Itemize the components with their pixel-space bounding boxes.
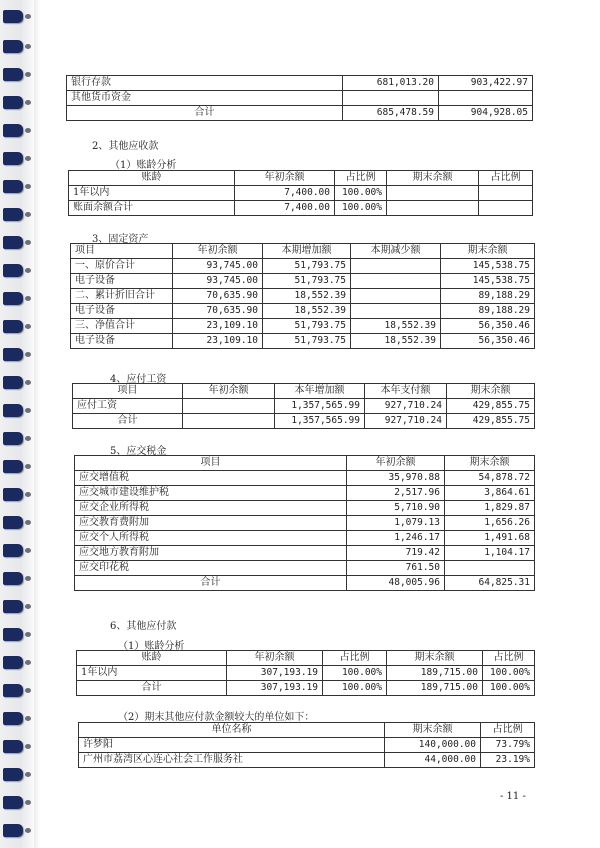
table-cell bbox=[479, 201, 533, 216]
table-cell: 100.00% bbox=[483, 681, 535, 696]
table-cell: 307,193.19 bbox=[227, 666, 323, 681]
table-cell bbox=[183, 399, 275, 414]
table-header-row bbox=[73, 384, 535, 399]
section-title: 6、其他应付款 bbox=[110, 621, 177, 632]
table-cell: 账面余额合计 bbox=[69, 201, 235, 216]
page-number: - 11 - bbox=[500, 791, 526, 802]
table-cell: 100.00% bbox=[323, 666, 387, 681]
table-cell: 93,745.00 bbox=[173, 274, 263, 289]
table-row bbox=[67, 91, 533, 106]
table-cell: 1,656.26 bbox=[445, 516, 535, 531]
column-header: 期末余额 bbox=[445, 456, 535, 471]
table-row bbox=[75, 486, 535, 501]
column-header: 占比例 bbox=[479, 171, 533, 186]
table-cell: 一、原价合计 bbox=[71, 259, 173, 274]
table-cell: 145,538.75 bbox=[441, 259, 535, 274]
table-cell: 应交增值税 bbox=[75, 471, 347, 486]
column-header: 单位名称 bbox=[79, 723, 385, 738]
table-row bbox=[75, 471, 535, 486]
subsection-title: （1）账龄分析 bbox=[118, 641, 185, 652]
table-row bbox=[73, 399, 535, 414]
column-header: 年初余额 bbox=[183, 384, 275, 399]
table-cell: 927,710.24 bbox=[365, 399, 447, 414]
table-cell: 合计 bbox=[73, 414, 183, 429]
section-title: 5、应交税金 bbox=[110, 446, 167, 457]
table-cell bbox=[351, 274, 441, 289]
column-header: 期末余额 bbox=[385, 723, 481, 738]
column-header: 年初余额 bbox=[227, 651, 323, 666]
table-cell: 7,400.00 bbox=[235, 201, 335, 216]
table-row bbox=[71, 334, 535, 349]
table-cell: 3,864.61 bbox=[445, 486, 535, 501]
begin-value bbox=[343, 91, 439, 106]
binder-ring bbox=[3, 292, 23, 305]
column-header: 占比例 bbox=[481, 723, 535, 738]
binder-ring bbox=[3, 152, 23, 165]
table-cell: 51,793.75 bbox=[263, 274, 351, 289]
table-cell: 93,745.00 bbox=[173, 259, 263, 274]
binder-ring bbox=[3, 740, 23, 753]
binder-ring bbox=[3, 516, 23, 529]
table-cell: 70,635.90 bbox=[173, 304, 263, 319]
table-cell: 三、净值合计 bbox=[71, 319, 173, 334]
table-row bbox=[71, 319, 535, 334]
column-header: 项目 bbox=[71, 244, 173, 259]
receivables-aging-table bbox=[68, 170, 533, 216]
subsection-title: （1）账龄分析 bbox=[110, 160, 177, 171]
table-row bbox=[67, 106, 533, 121]
table-cell: 1,246.17 bbox=[347, 531, 445, 546]
table-cell: 761.50 bbox=[347, 561, 445, 576]
table-cell: 1,491.68 bbox=[445, 531, 535, 546]
table-cell: 73.79% bbox=[481, 738, 535, 753]
table-cell bbox=[387, 201, 479, 216]
table-cell: 70,635.90 bbox=[173, 289, 263, 304]
table-cell: 64,825.31 bbox=[445, 576, 535, 591]
table-cell: 广州市荔湾区心连心社会工作服务社 bbox=[79, 753, 385, 768]
column-header: 项目 bbox=[73, 384, 183, 399]
column-header: 账龄 bbox=[69, 171, 235, 186]
binder-ring bbox=[3, 124, 23, 137]
table-header-row bbox=[71, 244, 535, 259]
binder-ring bbox=[3, 768, 23, 781]
table-cell: 合计 bbox=[77, 681, 227, 696]
table-cell: 电子设备 bbox=[71, 304, 173, 319]
column-header: 期末余额 bbox=[447, 384, 535, 399]
end-value bbox=[439, 91, 533, 106]
table-cell: 应交个人所得税 bbox=[75, 531, 347, 546]
table-cell bbox=[479, 186, 533, 201]
table-cell: 100.00% bbox=[335, 201, 387, 216]
table-cell: 429,855.75 bbox=[447, 414, 535, 429]
binder-ring bbox=[3, 572, 23, 585]
table-cell: 54,878.72 bbox=[445, 471, 535, 486]
column-header: 年初余额 bbox=[235, 171, 335, 186]
table-row bbox=[73, 414, 535, 429]
table-cell: 1,829.87 bbox=[445, 501, 535, 516]
taxes-payable-table bbox=[74, 455, 535, 591]
table-row bbox=[79, 753, 535, 768]
subsection-title: （2）期末其他应付款金额较大的单位如下： bbox=[118, 712, 315, 723]
table-row bbox=[67, 76, 533, 91]
binder-ring bbox=[3, 208, 23, 221]
table-row bbox=[75, 531, 535, 546]
table-row bbox=[75, 501, 535, 516]
table-cell: 44,000.00 bbox=[385, 753, 481, 768]
table-cell: 189,715.00 bbox=[387, 681, 483, 696]
table-cell: 应交教育费附加 bbox=[75, 516, 347, 531]
column-header: 占比例 bbox=[323, 651, 387, 666]
table-cell: 189,715.00 bbox=[387, 666, 483, 681]
table-cell: 89,188.29 bbox=[441, 289, 535, 304]
section-title: 3、固定资产 bbox=[92, 234, 149, 245]
binding-shadow bbox=[34, 0, 40, 848]
table-cell: 2,517.96 bbox=[347, 486, 445, 501]
table-cell: 51,793.75 bbox=[263, 259, 351, 274]
row-label: 银行存款 bbox=[67, 76, 343, 91]
table-cell: 应交城市建设维护税 bbox=[75, 486, 347, 501]
table-cell: 应交印花税 bbox=[75, 561, 347, 576]
begin-value: 685,478.59 bbox=[343, 106, 439, 121]
binder-ring bbox=[3, 40, 23, 53]
table-cell bbox=[351, 289, 441, 304]
column-header: 期末余额 bbox=[387, 651, 483, 666]
table-cell: 927,710.24 bbox=[365, 414, 447, 429]
column-header: 本期增加额 bbox=[263, 244, 351, 259]
binder-ring bbox=[3, 404, 23, 417]
table-row bbox=[75, 561, 535, 576]
table-row bbox=[75, 516, 535, 531]
table-header-row bbox=[77, 651, 535, 666]
table-cell: 429,855.75 bbox=[447, 399, 535, 414]
column-header: 账龄 bbox=[77, 651, 227, 666]
cash-table bbox=[66, 75, 533, 121]
table-row bbox=[71, 304, 535, 319]
table-row bbox=[77, 681, 535, 696]
table-cell: 23,109.10 bbox=[173, 319, 263, 334]
table-cell: 140,000.00 bbox=[385, 738, 481, 753]
table-cell: 100.00% bbox=[335, 186, 387, 201]
column-header: 本期减少额 bbox=[351, 244, 441, 259]
fixed-assets-table bbox=[70, 243, 535, 349]
row-label: 合计 bbox=[67, 106, 343, 121]
binder-ring bbox=[3, 96, 23, 109]
table-header-row bbox=[75, 456, 535, 471]
table-cell: 合计 bbox=[75, 576, 347, 591]
table-cell: 18,552.39 bbox=[263, 289, 351, 304]
payables-aging-table bbox=[76, 650, 535, 696]
table-cell: 电子设备 bbox=[71, 274, 173, 289]
table-cell: 89,188.29 bbox=[441, 304, 535, 319]
table-row bbox=[75, 576, 535, 591]
section-title: 4、应付工资 bbox=[110, 374, 167, 385]
table-cell: 51,793.75 bbox=[263, 334, 351, 349]
column-header: 本年支付额 bbox=[365, 384, 447, 399]
binder-ring bbox=[3, 180, 23, 193]
binder-ring bbox=[3, 544, 23, 557]
table-cell: 二、累计折旧合计 bbox=[71, 289, 173, 304]
column-header: 本年增加额 bbox=[275, 384, 365, 399]
section-title: 2、其他应收款 bbox=[92, 141, 159, 152]
table-cell: 145,538.75 bbox=[441, 274, 535, 289]
table-cell: 18,552.39 bbox=[351, 334, 441, 349]
row-label: 其他货币资金 bbox=[67, 91, 343, 106]
table-cell: 1,357,565.99 bbox=[275, 399, 365, 414]
table-cell: 719.42 bbox=[347, 546, 445, 561]
table-cell: 许梦阳 bbox=[79, 738, 385, 753]
binder-ring bbox=[3, 656, 23, 669]
table-cell bbox=[183, 414, 275, 429]
column-header: 期末余额 bbox=[387, 171, 479, 186]
binder-ring bbox=[3, 264, 23, 277]
table-header-row bbox=[79, 723, 535, 738]
table-cell: 23,109.10 bbox=[173, 334, 263, 349]
table-header-row bbox=[69, 171, 533, 186]
table-cell: 1,104.17 bbox=[445, 546, 535, 561]
binder-ring bbox=[3, 68, 23, 81]
table-cell bbox=[351, 304, 441, 319]
table-row bbox=[69, 201, 533, 216]
binder-ring bbox=[3, 628, 23, 641]
table-cell: 307,193.19 bbox=[227, 681, 323, 696]
table-row bbox=[79, 738, 535, 753]
table-row bbox=[77, 666, 535, 681]
table-cell: 48,005.96 bbox=[347, 576, 445, 591]
binder-ring bbox=[3, 348, 23, 361]
table-cell: 应交地方教育附加 bbox=[75, 546, 347, 561]
binder-ring bbox=[3, 320, 23, 333]
column-header: 期末余额 bbox=[441, 244, 535, 259]
binder-spine bbox=[0, 0, 34, 848]
end-value: 903,422.97 bbox=[439, 76, 533, 91]
column-header: 年初余额 bbox=[173, 244, 263, 259]
binder-ring bbox=[3, 376, 23, 389]
table-row bbox=[71, 274, 535, 289]
table-row bbox=[71, 259, 535, 274]
table-cell: 1年以内 bbox=[69, 186, 235, 201]
payroll-table bbox=[72, 383, 535, 429]
binder-ring bbox=[3, 236, 23, 249]
binder-ring bbox=[3, 600, 23, 613]
table-cell: 51,793.75 bbox=[263, 319, 351, 334]
column-header: 年初余额 bbox=[347, 456, 445, 471]
end-value: 904,928.05 bbox=[439, 106, 533, 121]
begin-value: 681,013.20 bbox=[343, 76, 439, 91]
table-cell: 应付工资 bbox=[73, 399, 183, 414]
binder-ring bbox=[3, 712, 23, 725]
binder-ring bbox=[3, 488, 23, 501]
binder-ring bbox=[3, 684, 23, 697]
table-cell: 应交企业所得税 bbox=[75, 501, 347, 516]
table-cell: 1,357,565.99 bbox=[275, 414, 365, 429]
table-cell: 5,710.90 bbox=[347, 501, 445, 516]
binder-ring bbox=[3, 10, 23, 23]
binder-ring bbox=[3, 796, 23, 809]
table-cell: 100.00% bbox=[323, 681, 387, 696]
binder-ring bbox=[3, 460, 23, 473]
binder-ring bbox=[3, 432, 23, 445]
major-payables-table bbox=[78, 722, 535, 768]
column-header: 占比例 bbox=[335, 171, 387, 186]
table-cell bbox=[387, 186, 479, 201]
table-row bbox=[71, 289, 535, 304]
table-cell: 56,350.46 bbox=[441, 319, 535, 334]
table-cell bbox=[351, 259, 441, 274]
table-cell: 电子设备 bbox=[71, 334, 173, 349]
table-cell: 100.00% bbox=[483, 666, 535, 681]
table-cell: 1,079.13 bbox=[347, 516, 445, 531]
table-cell: 18,552.39 bbox=[263, 304, 351, 319]
column-header: 项目 bbox=[75, 456, 347, 471]
table-cell bbox=[445, 561, 535, 576]
table-cell: 23.19% bbox=[481, 753, 535, 768]
table-cell: 7,400.00 bbox=[235, 186, 335, 201]
table-cell: 1年以内 bbox=[77, 666, 227, 681]
column-header: 占比例 bbox=[483, 651, 535, 666]
table-cell: 35,970.88 bbox=[347, 471, 445, 486]
table-row bbox=[69, 186, 533, 201]
table-cell: 56,350.46 bbox=[441, 334, 535, 349]
table-row bbox=[75, 546, 535, 561]
table-cell: 18,552.39 bbox=[351, 319, 441, 334]
binder-ring bbox=[3, 824, 23, 837]
